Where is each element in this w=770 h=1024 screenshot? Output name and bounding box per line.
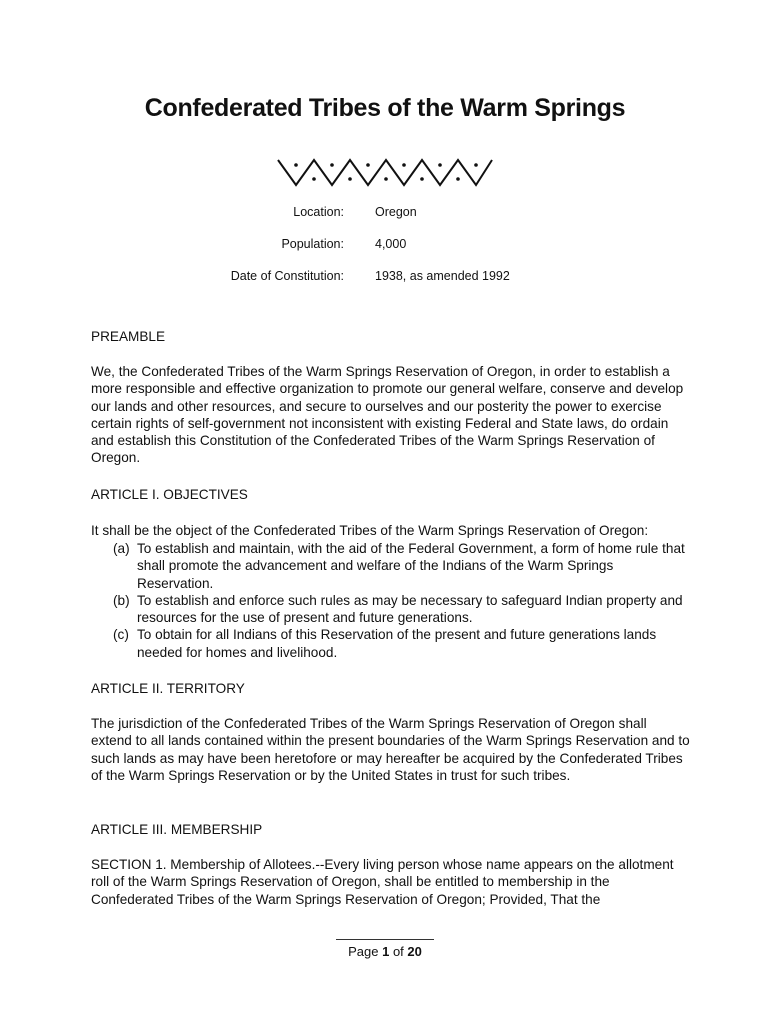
- article2-heading: ARTICLE II. TERRITORY: [91, 681, 245, 696]
- preamble-text: We, the Confederated Tribes of the Warm Springs Reservation of Oregon, in order to establish a more responsible and effective organization to promote our general welfare, conserve and develop our lands and other resources, and secure to ourselves and our posterity the power to exercise certain rights of self-government not inconsistent with existing Federal and State laws, do ordain and establish this Constitution of the Confederated Tribes of the Warm Springs Reservation of Oregon.: [91, 364, 684, 466]
- list-letter: (c): [113, 627, 129, 643]
- list-item-text: To establish and enforce such rules as may be necessary to safeguard Indian property and resources for the use of present and future generations.: [137, 592, 683, 626]
- page-number: [0, 944, 770, 959]
- meta-label: Population:: [281, 237, 344, 251]
- meta-label: Location:: [293, 205, 344, 219]
- page-word: Page: [348, 944, 379, 959]
- meta-value: Oregon: [375, 205, 417, 219]
- page-total: 20: [407, 944, 422, 959]
- meta-value: 1938, as amended 1992: [375, 269, 510, 283]
- meta-value: 4,000: [375, 237, 407, 251]
- article1-heading: ARTICLE I. OBJECTIVES: [91, 487, 248, 502]
- article3-text: SECTION 1. Membership of Allotees.--Every living person whose name appears on the allotment roll of the Warm Springs Reservation of Oregon, shall be entitled to membership in the Confederated Tribes of the Warm Springs Reservation of Oregon; Provided, That the: [91, 857, 674, 907]
- list-item-text: To establish and maintain, with the aid of the Federal Government, a form of home rule that shall promote the advancement and welfare of the Indians of the Warm Springs Reservation.: [137, 541, 685, 591]
- document-title: Confederated Tribes of the Warm Springs: [144, 94, 626, 122]
- meta-label: Date of Constitution:: [230, 269, 344, 283]
- article3-heading: ARTICLE III. MEMBERSHIP: [91, 822, 263, 837]
- list-item: [91, 592, 691, 627]
- list-item: [91, 540, 691, 592]
- list-letter: (a): [113, 541, 130, 556]
- list-letter: (b): [113, 592, 130, 608]
- list-item: [91, 626, 691, 661]
- zigzag-dots-ornament-icon: [276, 154, 494, 188]
- list-item-text: To obtain for all Indians of this Reservation of the present and future generations lands needed for homes and livelihood.: [137, 627, 657, 660]
- article1-intro: It shall be the object of the Confederated Tribes of the Warm Springs Reservation of Oregon:: [91, 523, 649, 538]
- of-word: of: [392, 944, 404, 959]
- footer-divider: [336, 939, 434, 940]
- objectives-list: [91, 540, 691, 661]
- preamble-heading: PREAMBLE: [91, 329, 166, 344]
- page-current: 1: [382, 944, 390, 959]
- article2-text: The jurisdiction of the Confederated Tribes of the Warm Springs Reservation of Oregon shall extend to all lands contained within the present boundaries of the Warm Springs Reservation and to such lands as may have been heretofore or may hereafter be acquired by the Confederated Tribes of the Warm Springs Reservation or by the United States in trust for such tribes.: [91, 716, 690, 783]
